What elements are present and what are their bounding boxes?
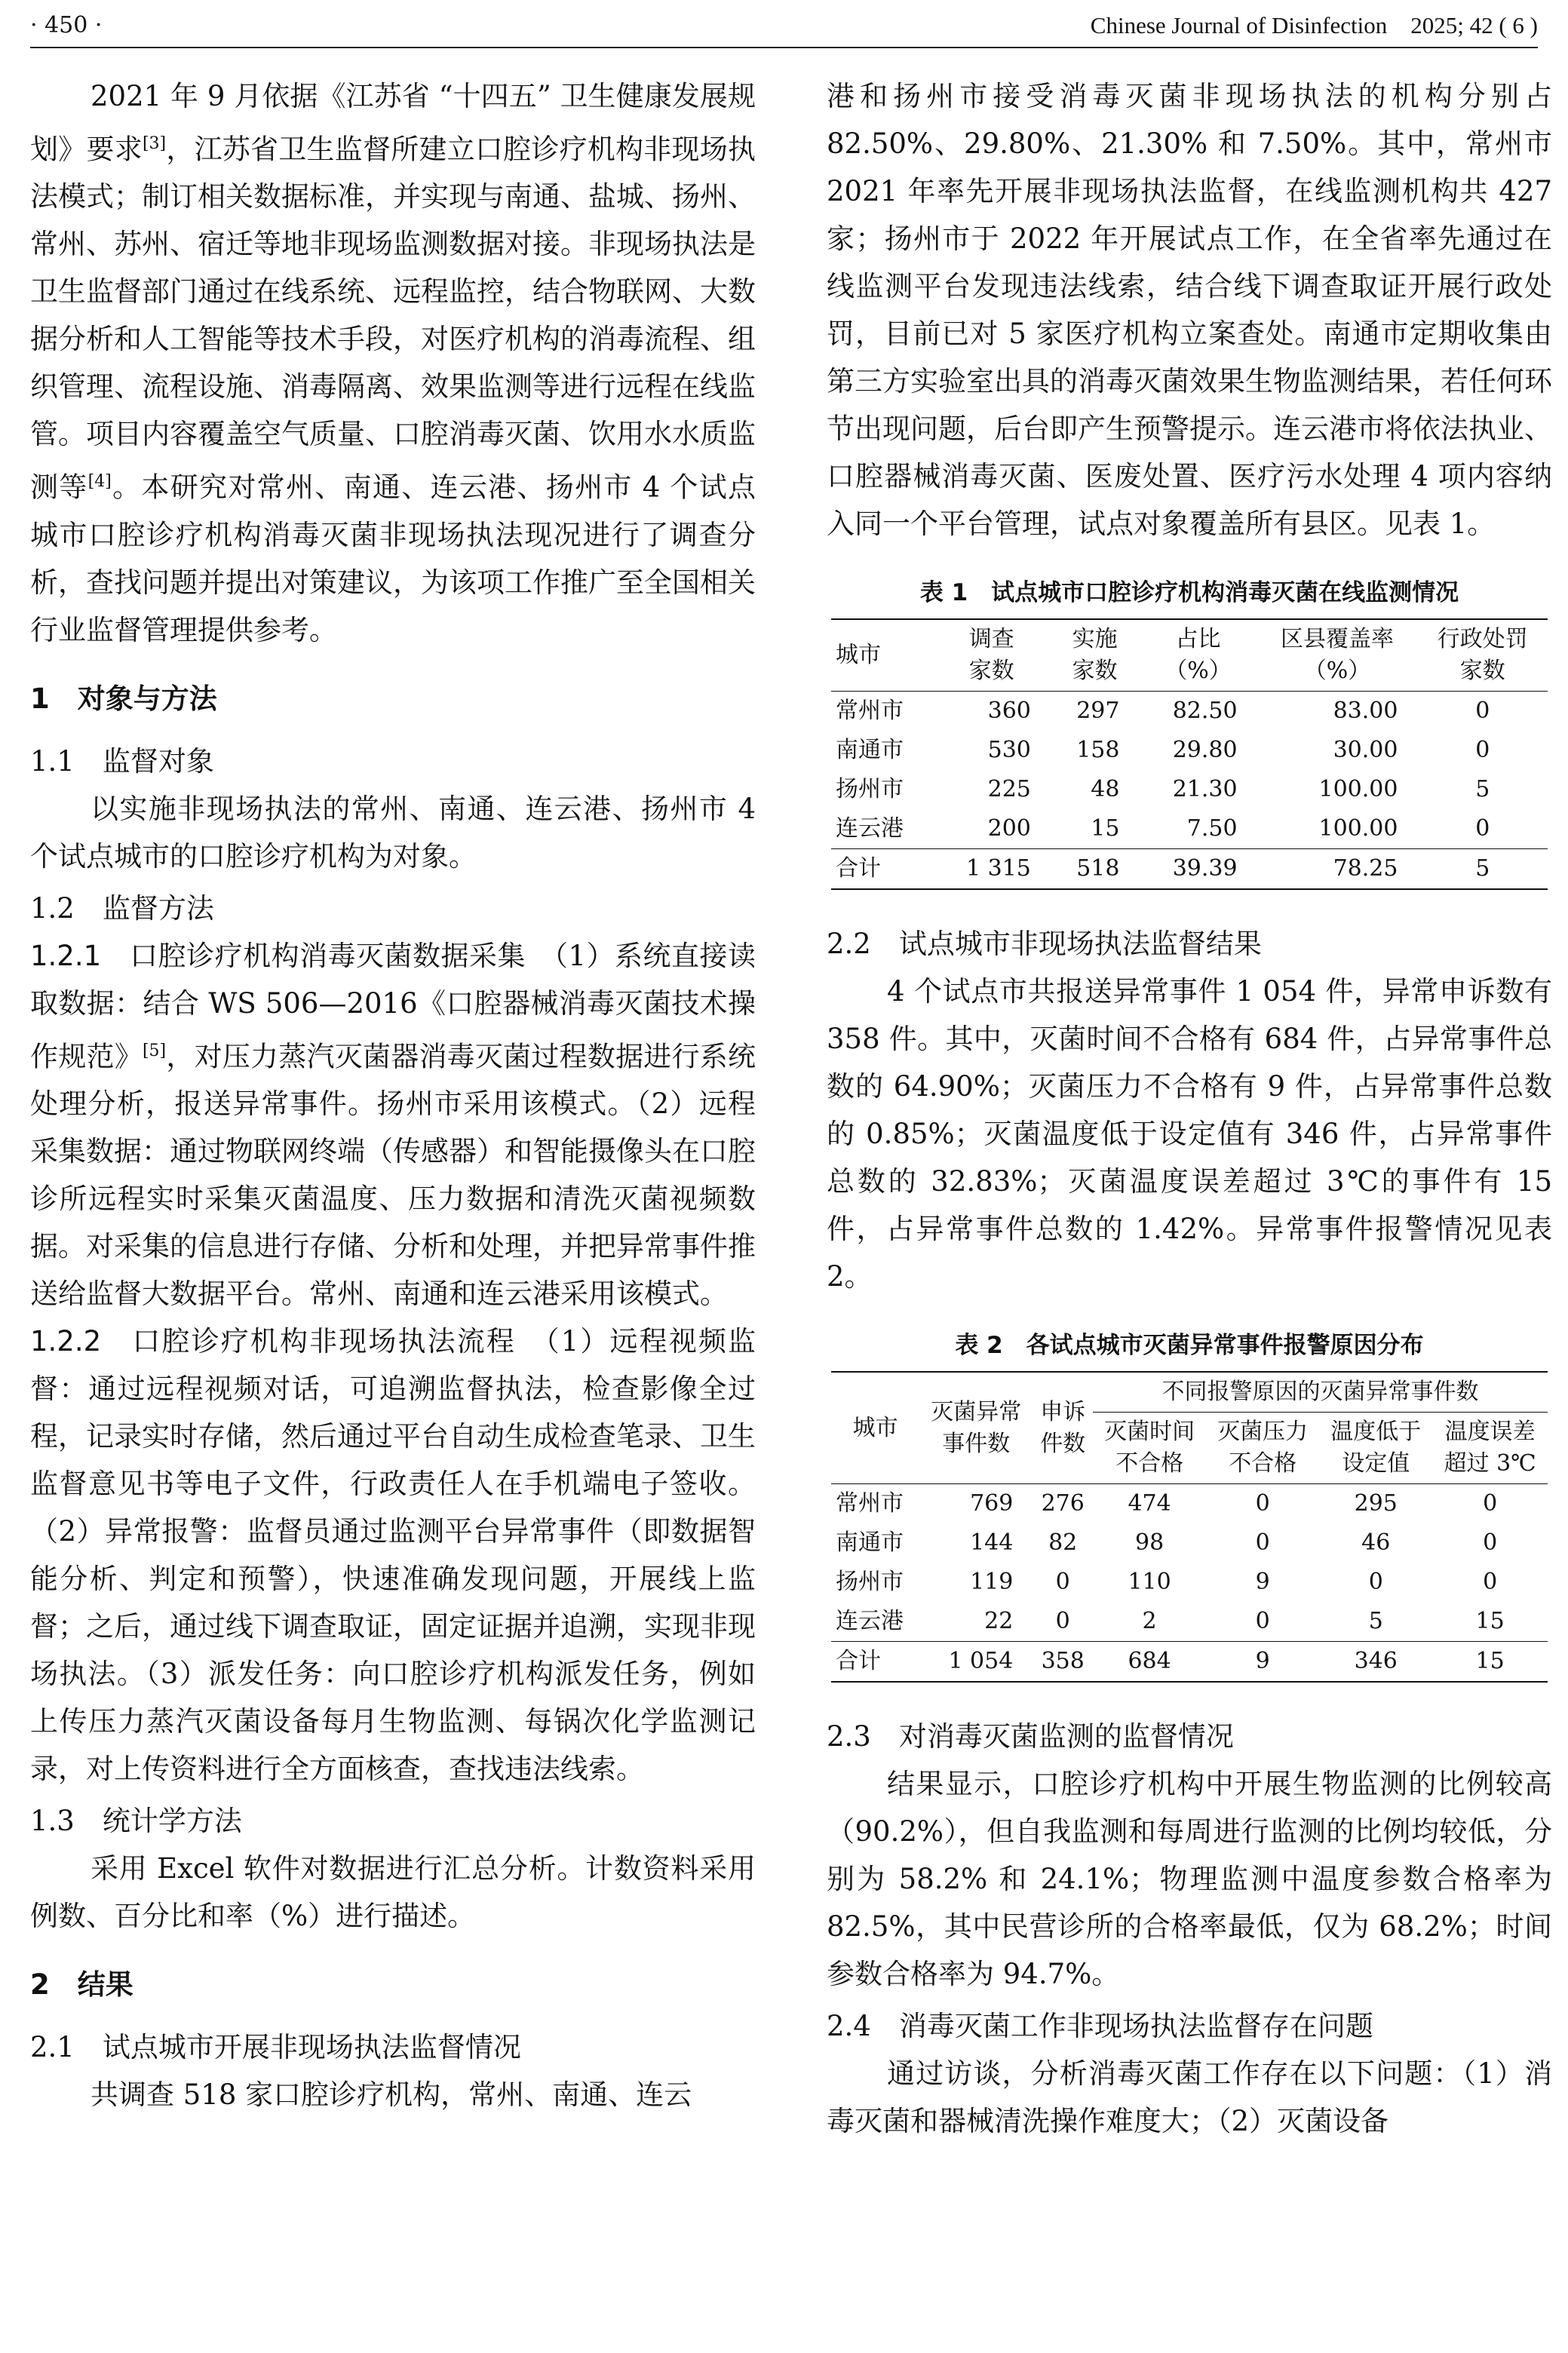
table-cell: 扬州市: [836, 1569, 904, 1595]
table-cell: 0: [1483, 1569, 1498, 1595]
table-cell: 0: [1055, 1569, 1070, 1595]
table-cell: 0: [1055, 1608, 1070, 1634]
table-row: [831, 1523, 1548, 1563]
section-heading-1: 1 对象与方法: [30, 682, 217, 715]
right-column: [827, 72, 1552, 2342]
table-cell: 119: [970, 1569, 1014, 1595]
table-cell: 常州市: [836, 698, 904, 724]
table-header-cell: 灭菌压力 不合格: [1206, 1413, 1319, 1484]
page-number: · 450 ·: [30, 12, 103, 38]
subsubsection-heading-1-2-1: 1.2.1 口腔诊疗机构消毒灭菌数据采集: [30, 939, 526, 972]
table-cell: 2: [1142, 1608, 1157, 1634]
table-row: [831, 770, 1548, 809]
table-1-caption: 表 1 试点城市口腔诊疗机构消毒灭菌在线监测情况: [919, 579, 1459, 606]
table-row: [831, 809, 1548, 849]
table-cell: 200: [987, 815, 1031, 842]
subsection-heading-1-3: 1.3 统计学方法: [30, 1804, 242, 1837]
table-cell: 15: [1432, 1642, 1548, 1683]
table-header-cell: 温度低于 设定值: [1319, 1413, 1432, 1484]
table-cell: 0: [1475, 815, 1490, 842]
table-2: [831, 1371, 1548, 1683]
table-cell: 扬州市: [836, 776, 904, 802]
table-cell: 22: [984, 1608, 1014, 1634]
table-cell: 0: [1483, 1490, 1498, 1517]
table-cell: 9: [1206, 1642, 1319, 1683]
table-cell: 295: [1354, 1490, 1398, 1517]
journal-info: Chinese Journal of Disinfection 2025; 42 ( 6 ): [1090, 12, 1538, 38]
table-cell: 684: [1093, 1642, 1206, 1683]
table-header-cell: 占比 （%）: [1139, 619, 1257, 692]
table-cell: 518: [1051, 849, 1140, 890]
table-cell: 276: [1041, 1490, 1085, 1517]
table-cell: 南通市: [836, 1529, 904, 1556]
table-row: [831, 1484, 1548, 1524]
table-cell: 225: [987, 776, 1031, 802]
table-cell: 南通市: [836, 737, 904, 763]
reference-mark: [4]: [87, 472, 112, 492]
paragraph-2-4: 通过访谈，分析消毒灭菌工作存在以下问题：（1）消毒灭菌和器械清洗操作难度大；（2）灭菌设备: [827, 2057, 1552, 2137]
table-cell: 46: [1361, 1529, 1391, 1556]
table-cell: 0: [1255, 1490, 1270, 1517]
table-cell: 297: [1076, 698, 1120, 724]
table-cell: 常州市: [836, 1490, 904, 1517]
paragraph-1-3: 采用 Excel 软件对数据进行汇总分析。计数资料采用例数、百分比和率（%）进行描述。: [30, 1851, 756, 1932]
table-cell: 98: [1135, 1529, 1164, 1556]
table-cell: 83.00: [1333, 698, 1398, 724]
subsection-heading-1-1: 1.1 监督对象: [30, 744, 214, 778]
section-heading-2: 2 结果: [30, 1968, 133, 2001]
table-cell: 769: [970, 1490, 1014, 1517]
table-header-cell: 行政处罚 家数: [1417, 619, 1548, 692]
table-header-cell: 城市: [831, 1372, 919, 1484]
intro-paragraph: 2021 年 9 月依据《江苏省 “十四五” 卫生健康发展规划》要求[3]，江苏省卫生监督所建立口腔诊疗机构非现场执法模式；制订相关数据标准，并实现与南通、盐城、扬州、常州、苏州、宿迁等地非现场监测数据对接。非现场执法是卫生监督部门通过在线系统、远程监控，结合物联网、大数据分析和人工智能等技术手段，对医疗机构的消毒流程、组织管理、流程设施、消毒隔离、效果监测等进行远程在线监管。项目内容覆盖空气质量、口腔消毒灭菌、饮用水水质监测等[4]。本研究对常州、南通、连云港、扬州市 4 个试点城市口腔诊疗机构消毒灭菌非现场执法现况进行了调查分析，查找问题并提出对策建议，为该项工作推广至全国相关行业监督管理提供参考。: [30, 80, 756, 646]
table-cell: 合计: [831, 1642, 919, 1683]
paragraph-2-3: 结果显示，口腔诊疗机构中开展生物监测的比例较高（90.2%），但自我监测和每周进行监测的比例均较低，分别为 58.2% 和 24.1%；物理监测中温度参数合格率为 82.5%，其中民营诊所的合格率最低，仅为 68.2%；时间参数合格率为 94.7%。: [827, 1768, 1552, 1990]
table-row: [831, 731, 1548, 770]
table-cell: 0: [1475, 737, 1490, 763]
table-1: [831, 618, 1548, 890]
table-header-cell: 灭菌时间 不合格: [1093, 1413, 1206, 1484]
paragraph-2-2: 4 个试点市共报送异常事件 1 054 件，异常申诉数有 358 件。其中，灭菌时间不合格有 684 件，占异常事件总数的 64.90%；灭菌压力不合格有 9 件，占异常事件总数的 0.85%；灭菌温度低于设定值有 346 件，占异常事件总数的 32.83%；灭菌温度误差超过 3℃的事件有 15 件，占异常事件总数的 1.42%。异常事件报警情况见表 2。: [827, 975, 1552, 1293]
page-header: [30, 8, 1538, 48]
table-cell: 30.00: [1333, 737, 1398, 763]
table-cell: 15: [1091, 815, 1120, 842]
table-total-row: [831, 1642, 1548, 1683]
reference-mark: [3]: [142, 134, 167, 153]
table-cell: 474: [1128, 1490, 1171, 1517]
table-cell: 7.50: [1186, 815, 1238, 842]
table-cell: 0: [1255, 1529, 1270, 1556]
table-cell: 21.30: [1172, 776, 1238, 802]
table-cell: 158: [1076, 737, 1120, 763]
table-cell: 82: [1048, 1529, 1078, 1556]
table-cell: 360: [987, 698, 1031, 724]
table-cell: 29.80: [1172, 737, 1238, 763]
table-cell: 5: [1368, 1608, 1383, 1634]
subsection-heading-2-3: 2.3 对消毒灭菌监测的监督情况: [827, 1720, 1234, 1753]
table-cell: 9: [1255, 1569, 1270, 1595]
table-cell: 530: [987, 737, 1031, 763]
table-row: [831, 692, 1548, 732]
table-cell: 100.00: [1318, 776, 1398, 802]
table-cell: 0: [1368, 1569, 1383, 1595]
table-cell: 100.00: [1318, 815, 1398, 842]
table-cell: 358: [1033, 1642, 1093, 1683]
table-header-cell: 申诉 件数: [1033, 1372, 1093, 1484]
subsection-heading-1-2: 1.2 监督方法: [30, 891, 214, 925]
table-cell: 0: [1483, 1529, 1498, 1556]
table-header-cell: 调查 家数: [933, 619, 1051, 692]
table-cell: 5: [1417, 849, 1548, 890]
table-cell: 1 054: [919, 1642, 1033, 1683]
paragraph-1-2-1: 1.2.1 口腔诊疗机构消毒灭菌数据采集 （1）系统直接读取数据：结合 WS 506—2016《口腔器械消毒灭菌技术操作规范》[5]，对压力蒸汽灭菌器消毒灭菌过程数据进行系统处理分析，报送异常事件。扬州市采用该模式。（2）远程采集数据：通过物联网终端（传感器）和智能摄像头在口腔诊所远程实时采集灭菌温度、压力数据和清洗灭菌视频数据。对采集的信息进行存储、分析和处理，并把异常事件推送给监督大数据平台。常州、南通和连云港采用该模式。: [30, 939, 756, 1310]
table-header-cell: 实施 家数: [1051, 619, 1140, 692]
subsection-heading-2-1: 2.1 试点城市开展非现场执法监督情况: [30, 2030, 521, 2063]
table-row: [831, 1602, 1548, 1642]
table-header-cell: 温度误差 超过 3℃: [1432, 1413, 1548, 1484]
table-header-cell: 灭菌异常 事件数: [919, 1372, 1033, 1484]
table-cell: 连云港: [836, 1608, 904, 1634]
table-total-row: [831, 849, 1548, 890]
left-column: [30, 72, 756, 2342]
table-header-cell: 城市: [831, 619, 933, 692]
table-cell: 82.50: [1172, 698, 1238, 724]
table-cell: 39.39: [1139, 849, 1257, 890]
subsection-heading-2-2: 2.2 试点城市非现场执法监督结果: [827, 928, 1262, 960]
table-cell: 110: [1128, 1569, 1171, 1595]
table-header-cell: 区县覆盖率 （%）: [1257, 619, 1418, 692]
table-row: [831, 1563, 1548, 1602]
subsection-heading-2-4: 2.4 消毒灭菌工作非现场执法监督存在问题: [827, 2010, 1373, 2042]
paragraph-2-1-start: 共调查 518 家口腔诊疗机构，常州、南通、连云: [91, 2078, 692, 2111]
table-cell: 346: [1319, 1642, 1432, 1683]
table-cell: 1 315: [933, 849, 1051, 890]
table-header-group: 不同报警原因的灭菌异常事件数: [1093, 1372, 1548, 1413]
table-cell: 78.25: [1257, 849, 1418, 890]
table-cell: 5: [1475, 776, 1490, 802]
paragraph-2-1-continued: 港和扬州市接受消毒灭菌非现场执法的机构分别占 82.50%、29.80%、21.30% 和 7.50%。其中，常州市 2021 年率先开展非现场执法监督，在线监测机构共 427 家；扬州市于 2022 年开展试点工作，在全省率先通过在线监测平台发现违法线索，结合线下调查取证开展行政处罚，目前已对 5 家医疗机构立案查处。南通市定期收集由第三方实验室出具的消毒灭菌效果生物监测结果，若任何环节出现问题，后台即产生预警提示。连云港市将依法执业、口腔器械消毒灭菌、医废处置、医疗污水处理 4 项内容纳入同一个平台管理，试点对象覆盖所有县区。见表 1。: [827, 80, 1552, 540]
table-cell: 0: [1475, 698, 1490, 724]
table-cell: 15: [1475, 1608, 1505, 1634]
subsubsection-heading-1-2-2: 1.2.2 口腔诊疗机构非现场执法流程: [30, 1324, 516, 1358]
table-cell: 144: [970, 1529, 1014, 1556]
table-cell: 48: [1091, 776, 1120, 802]
paragraph-1-2-2: 1.2.2 口腔诊疗机构非现场执法流程 （1）远程视频监督：通过远程视频对话，可追溯监督执法，检查影像全过程，记录实时存储，然后通过平台自动生成检查笔录、卫生监督意见书等电子文件，行政责任人在手机端电子签收。（2）异常报警：监督员通过监测平台异常事件（即数据智能分析、判定和预警），快速准确发现问题，开展线上监督；之后，通过线下调查取证，固定证据并追溯，实现非现场执法。（3）派发任务：向口腔诊疗机构派发任务，例如上传压力蒸汽灭菌设备每月生物监测、每锅次化学监测记录，对上传资料进行全方面核查，查找违法线索。: [30, 1324, 756, 1785]
paragraph-1-1: 以实施非现场执法的常州、南通、连云港、扬州市 4 个试点城市的口腔诊疗机构为对象。: [30, 792, 756, 873]
table-cell: 连云港: [836, 815, 904, 842]
reference-mark: [5]: [142, 1041, 167, 1060]
table-2-caption: 表 2 各试点城市灭菌异常事件报警原因分布: [955, 1332, 1424, 1359]
table-cell: 合计: [831, 849, 933, 890]
table-cell: 0: [1255, 1608, 1270, 1634]
